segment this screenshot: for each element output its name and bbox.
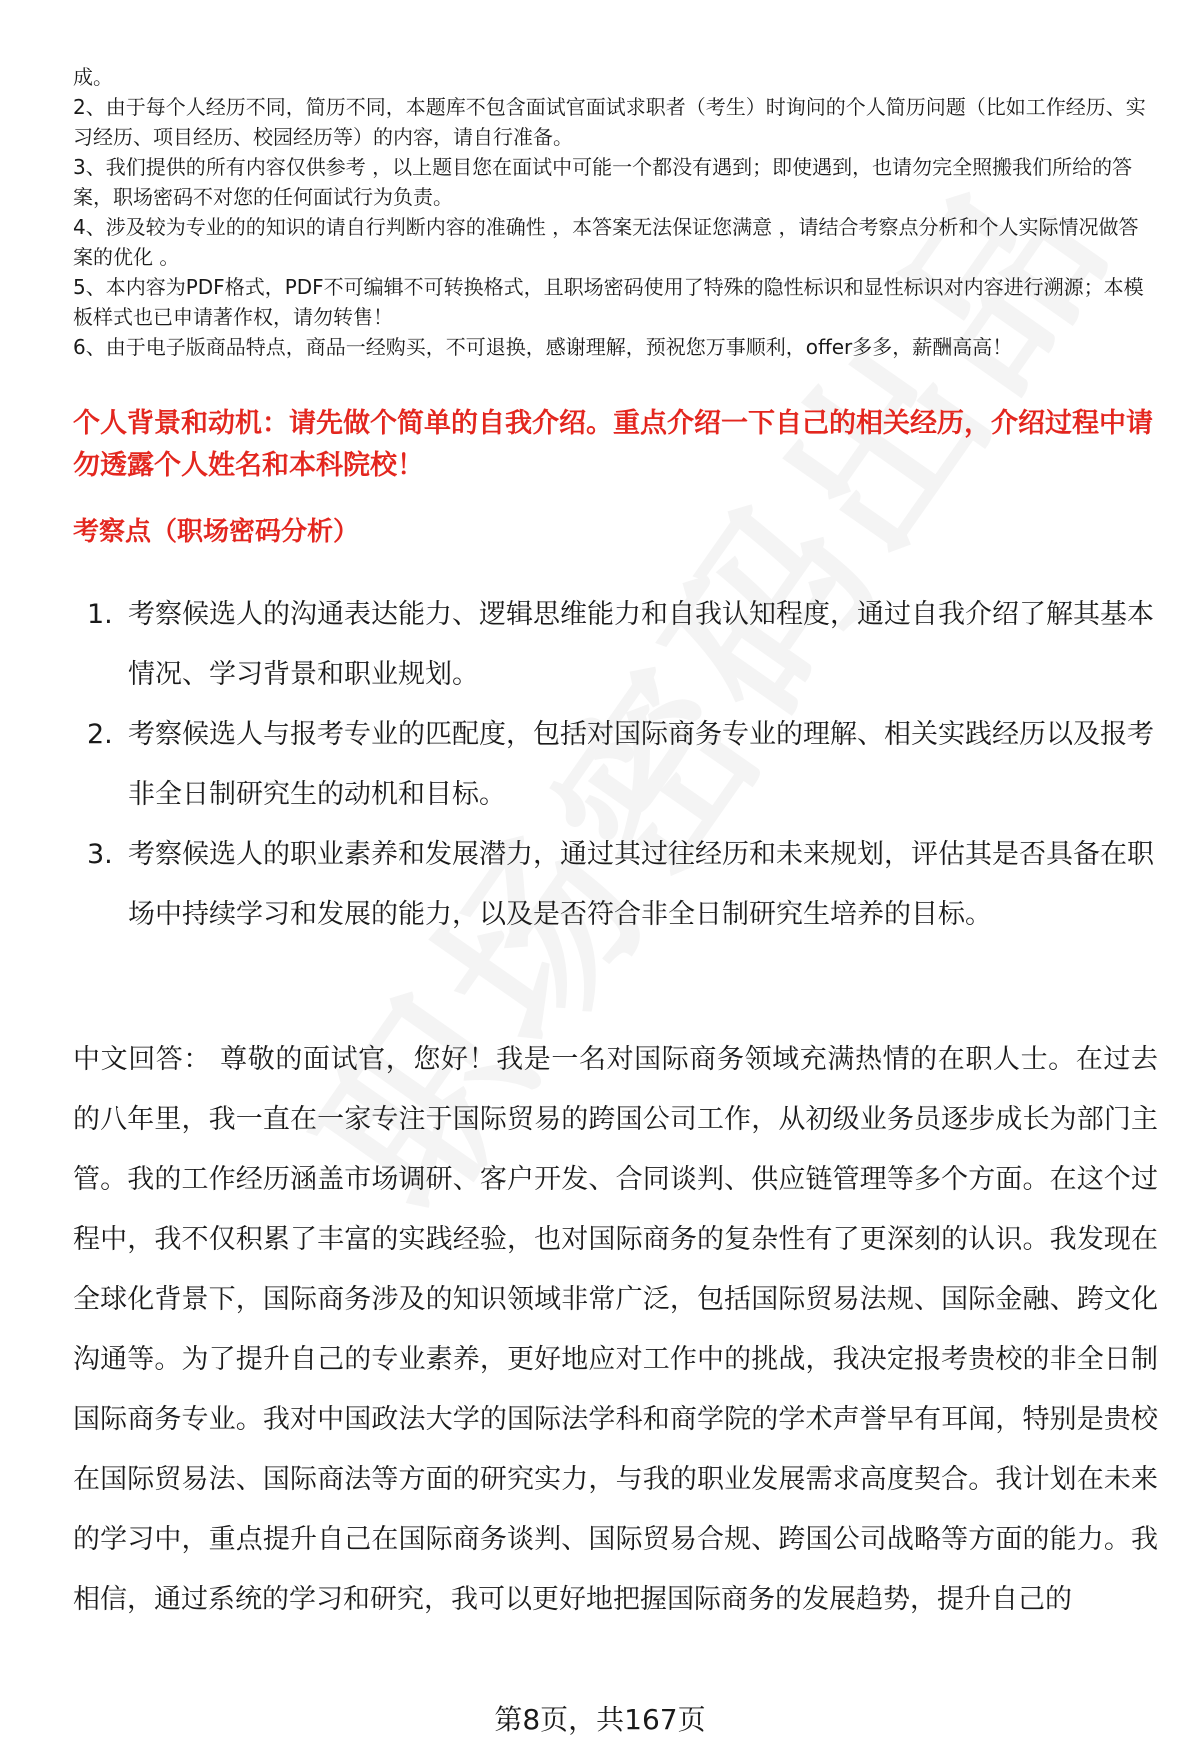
- analysis-points: [73, 585, 1158, 945]
- note-line: 2、由于每个人经历不同，简历不同，本题库不包含面试官面试求职者（考生）时询问的个人简历问题（比如工作经历、实习经历、项目经历、校园经历等）的内容，请自行准备。: [73, 95, 1146, 149]
- list-text: 考察候选人的职业素养和发展潜力，通过其过往经历和未来规划，评估其是否具备在职场中持续学习和发展的能力，以及是否符合非全日制研究生培养的目标。: [128, 839, 1154, 930]
- note-line: 6、由于电子版商品特点，商品一经购买，不可退换，感谢理解，预祝您万事顺利，offer多多，薪酬高高！: [73, 335, 1013, 359]
- page-number: 第8页，共167页: [494, 1703, 706, 1736]
- answer-paragraph: 中文回答： 尊敬的面试官，您好！我是一名对国际商务领域充满热情的在职人士。在过去的八年里，我一直在一家专注于国际贸易的跨国公司工作，从初级业务员逐步成长为部门主管。我的工作经历涵盖市场调研、客户开发、合同谈判、供应链管理等多个方面。在这个过程中，我不仅积累了丰富的实践经验，也对国际商务的复杂性有了更深刻的认识。我发现在全球化背景下，国际商务涉及的知识领域非常广泛，包括国际贸易法规、国际金融、跨文化沟通等。为了提升自己的专业素养，更好地应对工作中的挑战，我决定报考贵校的非全日制国际商务专业。我对中国政法大学的国际法学科和商学院的学术声誉早有耳闻，特别是贵校在国际贸易法、国际商法等方面的研究实力，与我的职业发展需求高度契合。我计划在未来的学习中，重点提升自己在国际商务谈判、国际贸易合规、跨国公司战略等方面的能力。我相信，通过系统的学习和研究，我可以更好地把握国际商务的发展趋势，提升自己的: [73, 1044, 1158, 1615]
- list-number: 3.: [87, 839, 113, 870]
- analysis-heading: 考察点（职场密码分析）: [73, 517, 360, 547]
- notes-section: [73, 62, 1158, 362]
- list-item: [73, 825, 1158, 945]
- list-item: [73, 585, 1158, 705]
- note-line: 3、我们提供的所有内容仅供参考 ，以上题目您在面试中可能一个都没有遇到；即使遇到，也请勿完全照搬我们所给的答案，职场密码不对您的任何面试行为负责。: [73, 155, 1133, 209]
- question-heading: 个人背景和动机：请先做个简单的自我介绍。重点介绍一下自己的相关经历，介绍过程中请勿透露个人姓名和本科院校！: [73, 408, 1153, 481]
- list-item: [73, 705, 1158, 825]
- list-number: 1.: [87, 599, 113, 630]
- note-line: 成。: [73, 65, 113, 89]
- note-line: 4、涉及较为专业的的知识的请自行判断内容的准确性 ，本答案无法保证您满意 ，请结合考察点分析和个人实际情况做答案的优化 。: [73, 215, 1139, 269]
- list-text: 考察候选人的沟通表达能力、逻辑思维能力和自我认知程度，通过自我介绍了解其基本情况、学习背景和职业规划。: [128, 599, 1154, 690]
- list-number: 2.: [87, 719, 113, 750]
- note-line: 5、本内容为PDF格式，PDF不可编辑不可转换格式，且职场密码使用了特殊的隐性标识和显性标识对内容进行溯源；本模板样式也已申请著作权，请勿转售！: [73, 275, 1144, 329]
- list-text: 考察候选人与报考专业的匹配度，包括对国际商务专业的理解、相关实践经历以及报考非全日制研究生的动机和目标。: [128, 719, 1154, 810]
